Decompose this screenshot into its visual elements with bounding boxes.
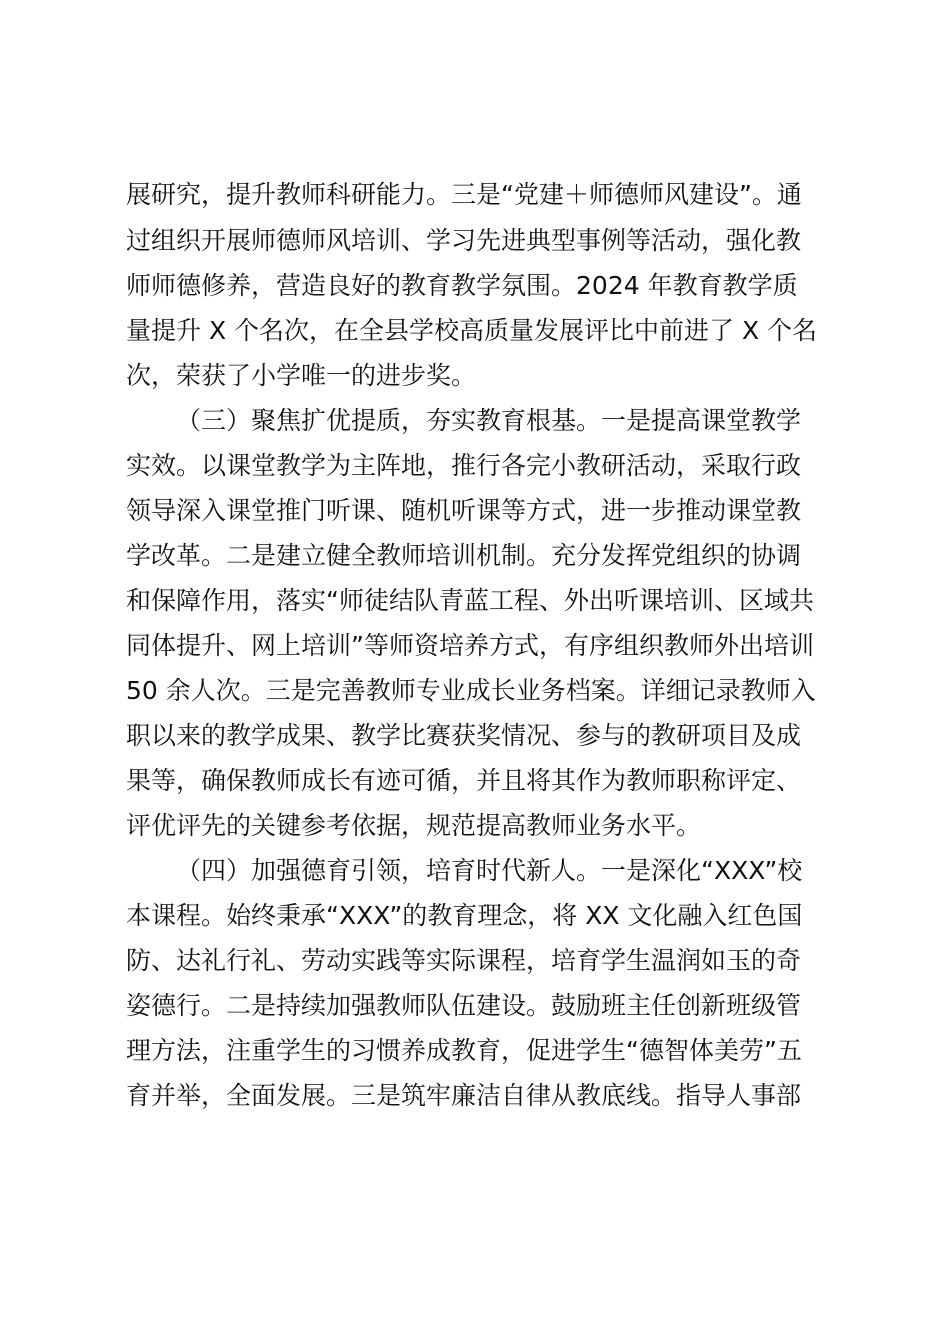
text-line: 过组织开展师德师风培训、学习先进典型事例等活动，强化教 [126,226,802,255]
text-line: 50 余人次。三是完善教师专业成长业务档案。详细记录教师入 [126,676,816,705]
text-line: 领导深入课堂推门听课、随机听课等方式，进一步推动课堂教 [126,496,802,525]
text-line: 和保障作用，落实“师徒结队青蓝工程、外出听课培训、区域共 [126,586,814,615]
text-line: 学改革。二是建立健全教师培训机制。充分发挥党组织的协调 [126,541,802,570]
text-line: 次，荣获了小学唯一的进步奖。 [126,361,477,390]
text-line: 姿德行。二是持续加强教师队伍建设。鼓励班主任创新班级管 [126,991,802,1020]
text-line: 防、达礼行礼、劳动实践等实际课程，培育学生温润如玉的奇 [126,946,802,975]
text-line: 果等，确保教师成长有迹可循，并且将其作为教师职称评定、 [126,766,802,795]
text-line: 展研究，提升教师科研能力。三是“党建＋师德师风建设”。通 [126,180,802,209]
section-heading-four: （四）加强德育引领，培育时代新人。一是深化“XXX”校 [176,856,803,885]
text-line: 理方法，注重学生的习惯养成教育，促进学生“德智体美劳”五 [126,1036,802,1065]
text-line: 育并举，全面发展。三是筑牢廉洁自律从教底线。指导人事部 [126,1081,802,1110]
text-line: 量提升 X 个名次，在全县学校高质量发展评比中前进了 X 个名 [126,316,818,345]
text-line: 同体提升、网上培训”等师资培养方式，有序组织教师外出培训 [126,631,814,660]
text-line: 师师德修养，营造良好的教育教学氛围。2024 年教育教学质 [126,271,798,300]
text-line: 实效。以课堂教学为主阵地，推行各完小教研活动，采取行政 [126,451,802,480]
text-line: 评优评先的关键参考依据，规范提高教师业务水平。 [126,811,702,840]
section-heading-three: （三）聚焦扩优提质，夯实教育根基。一是提高课堂教学 [176,406,802,435]
text-line: 本课程。始终秉承“XXX”的教育理念，将 XX 文化融入红色国 [126,901,803,930]
text-line: 职以来的教学成果、教学比赛获奖情况、参与的教研项目及成 [126,721,802,750]
